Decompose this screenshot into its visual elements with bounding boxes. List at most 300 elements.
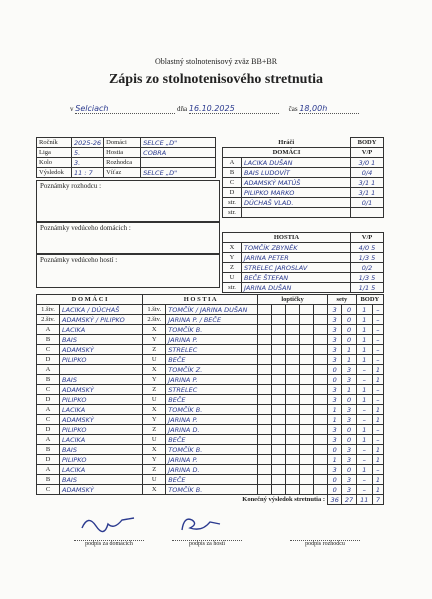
away-player: BEČE bbox=[166, 355, 258, 365]
match-row bbox=[37, 435, 384, 445]
domaci-value: SELCE „D" bbox=[141, 138, 216, 148]
home-player-row bbox=[223, 158, 384, 168]
ball-score-cell bbox=[286, 415, 300, 425]
ball-score-cell bbox=[258, 365, 272, 375]
sets-home: 3 bbox=[328, 345, 342, 355]
sets-away: 1 bbox=[342, 385, 356, 395]
points-home: – bbox=[356, 475, 372, 485]
sets-away: 3 bbox=[342, 445, 356, 455]
kolo-value: 3. bbox=[72, 158, 104, 168]
referee-signature bbox=[280, 540, 370, 547]
player-vp: 1/3 5 bbox=[351, 273, 384, 283]
player-code: B bbox=[223, 168, 242, 178]
body-header: BODY bbox=[351, 138, 384, 148]
ball-score-cell bbox=[258, 485, 272, 495]
ball-score-cell bbox=[300, 415, 314, 425]
points-home: – bbox=[356, 415, 372, 425]
ball-score-cell bbox=[272, 435, 286, 445]
home-slot: 1.štv. bbox=[37, 305, 60, 315]
away-slot: Y bbox=[143, 375, 166, 385]
points-away: – bbox=[372, 465, 383, 475]
away-player: TOMČÍK Z. bbox=[166, 365, 258, 375]
away-header: HOSTIA bbox=[223, 233, 351, 243]
home-signature bbox=[64, 540, 154, 547]
match-row bbox=[37, 315, 384, 325]
sets-away: 3 bbox=[342, 365, 356, 375]
home-slot: C bbox=[37, 345, 60, 355]
away-slot: X bbox=[143, 365, 166, 375]
home-slot: B bbox=[37, 375, 60, 385]
sets-away: 0 bbox=[342, 325, 356, 335]
ball-score-cell bbox=[314, 345, 328, 355]
player-code: str. bbox=[223, 283, 242, 293]
sets-home: 3 bbox=[328, 305, 342, 315]
player-code: str. bbox=[223, 198, 242, 208]
player-vp bbox=[351, 208, 384, 218]
home-player: ADAMSKÝ bbox=[60, 385, 143, 395]
sets-away: 0 bbox=[342, 465, 356, 475]
away-player: TOMČÍK B. bbox=[166, 445, 258, 455]
sets-away: 3 bbox=[342, 485, 356, 495]
lopticky-header: loptičky bbox=[258, 295, 328, 305]
away-slot: Z bbox=[143, 345, 166, 355]
points-away: – bbox=[372, 335, 383, 345]
place-prefix: v bbox=[70, 105, 74, 113]
player-code: U bbox=[223, 273, 242, 283]
home-player-row bbox=[223, 208, 384, 218]
home-signature-label: podpis za domácich bbox=[85, 541, 133, 547]
sets-away: 3 bbox=[342, 405, 356, 415]
away-player: TOMČÍK B. bbox=[166, 325, 258, 335]
away-player: JARINA P. bbox=[166, 335, 258, 345]
ball-score-cell bbox=[286, 465, 300, 475]
home-slot: D bbox=[37, 425, 60, 435]
vp-header-away: V/P bbox=[351, 233, 384, 243]
points-away: 1 bbox=[372, 375, 383, 385]
away-slot: Z bbox=[143, 465, 166, 475]
away-player: TOMČÍK B. bbox=[166, 485, 258, 495]
away-slot: X bbox=[143, 325, 166, 335]
ball-score-cell bbox=[286, 305, 300, 315]
away-player: TOMČÍK / JARINA DUŠAN bbox=[166, 305, 258, 315]
player-name: STRELEC JAROSLAV bbox=[242, 263, 351, 273]
vysledok-value: 11 : 7 bbox=[72, 168, 104, 178]
player-code: C bbox=[223, 178, 242, 188]
points-home: 1 bbox=[356, 425, 372, 435]
ball-score-cell bbox=[300, 315, 314, 325]
match-info-table bbox=[36, 137, 216, 178]
players-title: Hráči bbox=[278, 138, 295, 146]
match-row bbox=[37, 335, 384, 345]
points-home: 1 bbox=[356, 305, 372, 315]
sets-home: 0 bbox=[328, 445, 342, 455]
home-player-row bbox=[223, 178, 384, 188]
sets-away: 3 bbox=[342, 475, 356, 485]
ball-score-cell bbox=[286, 485, 300, 495]
away-player: TOMČÍK B. bbox=[166, 405, 258, 415]
ball-score-cell bbox=[272, 465, 286, 475]
home-player-row bbox=[223, 168, 384, 178]
player-name: ADAMSKÝ MATÚŠ bbox=[242, 178, 351, 188]
sets-away: 0 bbox=[342, 425, 356, 435]
away-slot: U bbox=[143, 395, 166, 405]
ball-score-cell bbox=[300, 395, 314, 405]
home-slot: 2.štv. bbox=[37, 315, 60, 325]
liga-value: 5. bbox=[72, 148, 104, 158]
ball-score-cell bbox=[300, 345, 314, 355]
ball-score-cell bbox=[272, 405, 286, 415]
ball-score-cell bbox=[286, 325, 300, 335]
ball-score-cell bbox=[300, 375, 314, 385]
rozhodca-label: Rozhodca bbox=[104, 158, 141, 168]
match-row bbox=[37, 325, 384, 335]
player-name: JARINA DUŠAN bbox=[242, 283, 351, 293]
matches-home-header: D O M Á C I bbox=[37, 295, 143, 305]
points-home: 1 bbox=[356, 315, 372, 325]
vp-header-home: V/P bbox=[351, 148, 384, 158]
player-vp: 0/4 bbox=[351, 168, 384, 178]
match-row bbox=[37, 405, 384, 415]
ball-score-cell bbox=[286, 435, 300, 445]
liga-label: Liga bbox=[37, 148, 72, 158]
match-row bbox=[37, 355, 384, 365]
sets-home: 3 bbox=[328, 325, 342, 335]
sets-home: 3 bbox=[328, 395, 342, 405]
away-slot: Z bbox=[143, 385, 166, 395]
ball-score-cell bbox=[286, 395, 300, 405]
points-away: 1 bbox=[372, 455, 383, 465]
home-player: ADAMSKÝ / PILIPKO bbox=[60, 315, 143, 325]
sets-away: 0 bbox=[342, 315, 356, 325]
ball-score-cell bbox=[272, 395, 286, 405]
player-code: str. bbox=[223, 208, 242, 218]
player-name: JARINA PETER bbox=[242, 253, 351, 263]
player-vp: 4/0 5 bbox=[351, 243, 384, 253]
home-player: LACIKA bbox=[60, 465, 143, 475]
ball-score-cell bbox=[258, 405, 272, 415]
ball-score-cell bbox=[300, 365, 314, 375]
time-value: 18,00h bbox=[299, 104, 359, 114]
referee-signature-label: podpis rozhodcu bbox=[305, 541, 345, 547]
ball-score-cell bbox=[258, 395, 272, 405]
sets-home: 3 bbox=[328, 385, 342, 395]
player-name bbox=[242, 208, 351, 218]
match-row bbox=[37, 475, 384, 485]
home-player: LACIKA bbox=[60, 405, 143, 415]
ball-score-cell bbox=[258, 455, 272, 465]
away-player: STRELEC bbox=[166, 345, 258, 355]
away-signature-scribble bbox=[176, 510, 226, 540]
away-slot: U bbox=[143, 435, 166, 445]
points-home: 1 bbox=[356, 335, 372, 345]
ball-score-cell bbox=[272, 315, 286, 325]
ball-score-cell bbox=[314, 315, 328, 325]
home-player-row bbox=[223, 188, 384, 198]
sets-away: 3 bbox=[342, 455, 356, 465]
home-player: PILIPKO bbox=[60, 355, 143, 365]
sets-home: 1 bbox=[328, 455, 342, 465]
ball-score-cell bbox=[300, 405, 314, 415]
ball-score-cell bbox=[314, 465, 328, 475]
home-slot: A bbox=[37, 325, 60, 335]
match-row bbox=[37, 415, 384, 425]
home-slot: B bbox=[37, 445, 60, 455]
away-slot: Y bbox=[143, 335, 166, 345]
ball-score-cell bbox=[272, 415, 286, 425]
home-player: LACIKA bbox=[60, 435, 143, 445]
player-name: TOMČÍK ZBYNĚK bbox=[242, 243, 351, 253]
date-value: 16.10.2025 bbox=[189, 104, 279, 114]
final-sets-away: 27 bbox=[342, 495, 356, 505]
home-slot: A bbox=[37, 465, 60, 475]
ball-score-cell bbox=[314, 395, 328, 405]
ball-score-cell bbox=[272, 475, 286, 485]
matches-away-header: H O S T I A bbox=[143, 295, 258, 305]
points-home: – bbox=[356, 365, 372, 375]
away-player: JARINA D. bbox=[166, 425, 258, 435]
away-leader-notes bbox=[36, 254, 220, 288]
ball-score-cell bbox=[258, 465, 272, 475]
home-header: DOMÁCI bbox=[223, 148, 351, 158]
ball-score-cell bbox=[272, 325, 286, 335]
away-slot: X bbox=[143, 445, 166, 455]
away-slot: U bbox=[143, 355, 166, 365]
points-away: – bbox=[372, 305, 383, 315]
player-vp: 1/3 5 bbox=[351, 253, 384, 263]
away-signature-label: podpis za hostí bbox=[189, 541, 225, 547]
ball-score-cell bbox=[300, 435, 314, 445]
home-slot: B bbox=[37, 475, 60, 485]
match-row bbox=[37, 365, 384, 375]
final-label: Konečný výsledok stretnutia : bbox=[37, 495, 328, 505]
sets-home: 0 bbox=[328, 485, 342, 495]
points-home: 1 bbox=[356, 325, 372, 335]
ball-score-cell bbox=[258, 355, 272, 365]
match-row bbox=[37, 305, 384, 315]
sets-home: 3 bbox=[328, 335, 342, 345]
points-away: – bbox=[372, 395, 383, 405]
home-player: LACIKA bbox=[60, 325, 143, 335]
ball-score-cell bbox=[314, 335, 328, 345]
points-away: 1 bbox=[372, 475, 383, 485]
player-name: PILIPKO MARKO bbox=[242, 188, 351, 198]
ball-score-cell bbox=[314, 355, 328, 365]
player-vp: 0/2 bbox=[351, 263, 384, 273]
ball-score-cell bbox=[314, 305, 328, 315]
home-player bbox=[60, 365, 143, 375]
home-player: ADAMSKÝ bbox=[60, 415, 143, 425]
sets-home: 3 bbox=[328, 465, 342, 475]
referee-notes-label: Poznámky rozhodcu : bbox=[40, 182, 102, 190]
player-vp: 3/0 1 bbox=[351, 158, 384, 168]
ball-score-cell bbox=[286, 355, 300, 365]
date-prefix: dňa bbox=[177, 105, 188, 113]
home-player: PILIPKO bbox=[60, 455, 143, 465]
points-away: 1 bbox=[372, 405, 383, 415]
ball-score-cell bbox=[272, 305, 286, 315]
home-leader-notes bbox=[36, 222, 220, 254]
ball-score-cell bbox=[286, 445, 300, 455]
home-leader-notes-label: Poznámky vedúceho domácich : bbox=[40, 224, 131, 232]
ball-score-cell bbox=[272, 445, 286, 455]
points-home: – bbox=[356, 485, 372, 495]
player-name: LACIKA DUŠAN bbox=[242, 158, 351, 168]
ball-score-cell bbox=[258, 335, 272, 345]
away-slot: 2.štv. bbox=[143, 315, 166, 325]
home-player-row bbox=[223, 198, 384, 208]
ball-score-cell bbox=[314, 405, 328, 415]
away-player: JARINA P. bbox=[166, 455, 258, 465]
sets-away: 1 bbox=[342, 345, 356, 355]
ball-score-cell bbox=[272, 425, 286, 435]
home-player: PILIPKO bbox=[60, 395, 143, 405]
ball-score-cell bbox=[314, 385, 328, 395]
ball-score-cell bbox=[300, 335, 314, 345]
ball-score-cell bbox=[300, 475, 314, 485]
match-row bbox=[37, 465, 384, 475]
ball-score-cell bbox=[286, 455, 300, 465]
association-name: Oblastný stolnotenisový zväz BB+BR bbox=[154, 57, 278, 66]
points-home: – bbox=[356, 405, 372, 415]
points-home: 1 bbox=[356, 355, 372, 365]
home-signature-scribble bbox=[78, 510, 138, 540]
sets-home: 3 bbox=[328, 355, 342, 365]
points-home: 1 bbox=[356, 385, 372, 395]
points-home: 1 bbox=[356, 465, 372, 475]
ball-score-cell bbox=[286, 475, 300, 485]
away-slot: U bbox=[143, 475, 166, 485]
ball-score-cell bbox=[272, 355, 286, 365]
ball-score-cell bbox=[314, 445, 328, 455]
home-slot: C bbox=[37, 415, 60, 425]
final-sets-home: 36 bbox=[328, 495, 342, 505]
away-slot: X bbox=[143, 405, 166, 415]
domaci-label: Domáci bbox=[104, 138, 141, 148]
points-home: 1 bbox=[356, 345, 372, 355]
ball-score-cell bbox=[272, 375, 286, 385]
sets-away: 3 bbox=[342, 415, 356, 425]
away-player: JARINA D. bbox=[166, 465, 258, 475]
final-points-away: 7 bbox=[372, 495, 383, 505]
sets-away: 1 bbox=[342, 355, 356, 365]
ball-score-cell bbox=[300, 445, 314, 455]
points-home: – bbox=[356, 375, 372, 385]
ball-score-cell bbox=[272, 345, 286, 355]
ball-score-cell bbox=[272, 485, 286, 495]
ball-score-cell bbox=[300, 385, 314, 395]
home-player: ADAMSKÝ bbox=[60, 485, 143, 495]
sets-home: 1 bbox=[328, 415, 342, 425]
away-slot: Y bbox=[143, 415, 166, 425]
match-row bbox=[37, 375, 384, 385]
sets-home: 3 bbox=[328, 435, 342, 445]
away-player-row bbox=[223, 253, 384, 263]
home-player: BAIS bbox=[60, 475, 143, 485]
ball-score-cell bbox=[300, 325, 314, 335]
player-vp: 1/1 5 bbox=[351, 283, 384, 293]
ball-score-cell bbox=[286, 335, 300, 345]
sets-away: 0 bbox=[342, 395, 356, 405]
ball-score-cell bbox=[258, 425, 272, 435]
points-away: – bbox=[372, 385, 383, 395]
ball-score-cell bbox=[300, 355, 314, 365]
ball-score-cell bbox=[258, 325, 272, 335]
place-date-line bbox=[70, 104, 359, 114]
points-home: 1 bbox=[356, 435, 372, 445]
page-title: Zápis zo stolnotenisového stretnutia bbox=[108, 72, 324, 87]
away-player-row bbox=[223, 273, 384, 283]
ball-score-cell bbox=[286, 365, 300, 375]
ball-score-cell bbox=[258, 415, 272, 425]
ball-score-cell bbox=[286, 385, 300, 395]
ball-score-cell bbox=[314, 455, 328, 465]
home-slot: B bbox=[37, 335, 60, 345]
home-player: ADAMSKÝ bbox=[60, 345, 143, 355]
player-code: D bbox=[223, 188, 242, 198]
match-row bbox=[37, 385, 384, 395]
home-slot: D bbox=[37, 455, 60, 465]
ball-score-cell bbox=[300, 465, 314, 475]
vitaz-label: Víťaz bbox=[104, 168, 141, 178]
points-away: – bbox=[372, 435, 383, 445]
away-player: JARINA P. / BEČE bbox=[166, 315, 258, 325]
player-name: BEČE ŠTEFAN bbox=[242, 273, 351, 283]
vitaz-value: SELCE „D" bbox=[141, 168, 216, 178]
match-row bbox=[37, 425, 384, 435]
away-slot: 1.štv. bbox=[143, 305, 166, 315]
away-player: BEČE bbox=[166, 435, 258, 445]
home-player: PILIPKO bbox=[60, 425, 143, 435]
home-player: BAIS bbox=[60, 375, 143, 385]
ball-score-cell bbox=[258, 305, 272, 315]
home-players-table bbox=[222, 137, 384, 218]
sets-home: 3 bbox=[328, 425, 342, 435]
ball-score-cell bbox=[258, 315, 272, 325]
sets-home: 3 bbox=[328, 315, 342, 325]
points-away: – bbox=[372, 325, 383, 335]
away-player: BEČE bbox=[166, 395, 258, 405]
sets-away: 0 bbox=[342, 305, 356, 315]
ball-score-cell bbox=[314, 475, 328, 485]
points-away: 1 bbox=[372, 365, 383, 375]
points-home: 1 bbox=[356, 395, 372, 405]
ball-score-cell bbox=[314, 425, 328, 435]
sety-header: sety bbox=[328, 295, 357, 305]
away-players-table bbox=[222, 232, 384, 293]
ball-score-cell bbox=[300, 455, 314, 465]
rocnik-value: 2025-26 bbox=[72, 138, 104, 148]
points-home: – bbox=[356, 455, 372, 465]
points-away: – bbox=[372, 345, 383, 355]
home-player: BAIS bbox=[60, 445, 143, 455]
player-code: Z bbox=[223, 263, 242, 273]
match-row bbox=[37, 455, 384, 465]
home-slot: C bbox=[37, 485, 60, 495]
ball-score-cell bbox=[258, 345, 272, 355]
ball-score-cell bbox=[286, 345, 300, 355]
home-slot: A bbox=[37, 435, 60, 445]
match-row bbox=[37, 485, 384, 495]
ball-score-cell bbox=[258, 475, 272, 485]
points-away: – bbox=[372, 315, 383, 325]
home-player: LACIKA / DÚCHAŠ bbox=[60, 305, 143, 315]
ball-score-cell bbox=[272, 455, 286, 465]
sets-away: 0 bbox=[342, 335, 356, 345]
sets-away: 0 bbox=[342, 435, 356, 445]
player-name: BAIS LUDOVÍT bbox=[242, 168, 351, 178]
ball-score-cell bbox=[300, 305, 314, 315]
away-slot: X bbox=[143, 485, 166, 495]
